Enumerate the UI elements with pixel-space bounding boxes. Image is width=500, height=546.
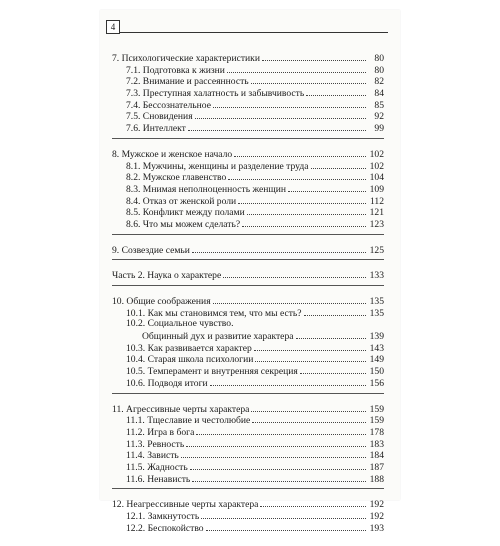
dot-leader bbox=[192, 473, 366, 482]
toc-page-number: 187 bbox=[369, 461, 384, 473]
toc-entry-title: 10.2. Социальное чувство. bbox=[126, 318, 234, 330]
toc-subsection-entry bbox=[112, 318, 384, 330]
dot-leader bbox=[252, 414, 366, 423]
dot-leader bbox=[223, 269, 366, 278]
dot-leader bbox=[300, 365, 366, 374]
toc-page-number: 139 bbox=[369, 331, 384, 343]
toc-subsection-entry bbox=[112, 426, 384, 438]
toc-entry-title: 7.2. Внимание и рассеянность bbox=[126, 76, 249, 88]
toc-page-number: 192 bbox=[369, 511, 384, 522]
toc-page-number: 80 bbox=[374, 53, 384, 64]
toc-subsection-entry bbox=[112, 414, 384, 426]
toc-section bbox=[112, 148, 384, 235]
toc-entry-title: 8.5. Конфликт между полами bbox=[126, 207, 245, 219]
dot-leader bbox=[304, 307, 366, 316]
dot-leader bbox=[206, 522, 366, 531]
toc-entry-title: 8.2. Мужское главенство bbox=[126, 172, 227, 184]
toc-page-number: 112 bbox=[369, 195, 384, 207]
toc-subsection-entry bbox=[112, 307, 384, 319]
toc-page-number: 184 bbox=[369, 450, 384, 462]
dot-leader bbox=[311, 160, 367, 169]
toc-entry-title: 10.1. Как мы становимся тем, что мы есть? bbox=[126, 307, 302, 319]
toc-entry-title: 11.1. Тщеславие и честолюбие bbox=[126, 415, 251, 427]
toc-page-number: 135 bbox=[369, 307, 384, 319]
toc-page-number: 143 bbox=[369, 342, 384, 354]
toc-entry-title: 7.3. Преступная халатность и забывчивость bbox=[126, 88, 305, 100]
toc-entry-title: 7.5. Сновидения bbox=[126, 111, 193, 123]
toc-page-number: 102 bbox=[369, 148, 384, 160]
toc-page-number: 99 bbox=[374, 123, 384, 135]
toc-entry-title: Часть 2. Наука о характере bbox=[112, 270, 222, 282]
toc-section bbox=[112, 52, 384, 139]
toc-section bbox=[112, 498, 384, 537]
toc-subsection-entry bbox=[112, 522, 384, 534]
toc-entry-title: 12.1. Замкнутость bbox=[126, 511, 200, 522]
toc-entry-title: 8.1. Мужчины, женщины и разделение труда bbox=[126, 160, 309, 172]
dot-leader bbox=[227, 64, 366, 73]
toc-section bbox=[112, 269, 384, 286]
toc-entry-title: 12.2. Беспокойство bbox=[126, 522, 204, 534]
dot-leader bbox=[234, 148, 366, 157]
dot-leader bbox=[190, 461, 366, 470]
toc-page-number: 150 bbox=[369, 366, 384, 378]
toc-page-number: 149 bbox=[369, 354, 384, 366]
toc-subsection-entry bbox=[112, 122, 384, 134]
toc-entry-title: 11.2. Игра в бога bbox=[126, 426, 195, 438]
toc-entry-title: 10. Общие соображения bbox=[112, 296, 211, 307]
toc-subsection-entry bbox=[112, 110, 384, 122]
toc-entry-title: 8. Мужское и женское начало bbox=[112, 148, 233, 160]
toc-page-number: 159 bbox=[369, 403, 384, 415]
toc-subsection-entry bbox=[112, 171, 384, 183]
toc-subsection-entry bbox=[112, 449, 384, 461]
toc-subsection-entry bbox=[112, 99, 384, 111]
dot-leader bbox=[213, 99, 366, 108]
book-page bbox=[100, 10, 400, 534]
toc-chapter-entry bbox=[112, 269, 384, 281]
toc-page-number: 92 bbox=[374, 111, 384, 123]
dot-leader bbox=[251, 403, 366, 412]
toc-page-number: 85 bbox=[374, 99, 384, 111]
toc-entry-title: 7.1. Подготовка к жизни bbox=[126, 64, 225, 76]
toc-page-number: 102 bbox=[369, 160, 384, 172]
toc-subsection-entry bbox=[112, 195, 384, 207]
toc-subsection-entry bbox=[112, 377, 384, 389]
toc-section bbox=[112, 403, 384, 490]
toc-entry-title: 12. Неагрессивные черты характера bbox=[112, 499, 259, 511]
toc-entry-title: 11.3. Ревность bbox=[126, 438, 185, 450]
toc-entry-title: 8.4. Отказ от женской роли bbox=[126, 195, 237, 207]
toc-entry-title: 7.6. Интеллект bbox=[126, 123, 186, 135]
toc-entry-title: 7. Психологические характеристики bbox=[112, 53, 260, 64]
toc-entry-title: 10.5. Темперамент и внутренняя секреция bbox=[126, 366, 298, 378]
toc-entry-title: 10.6. Подводя итоги bbox=[126, 377, 208, 389]
toc-page-number: 84 bbox=[374, 88, 384, 100]
toc-page-number: 183 bbox=[369, 438, 384, 450]
toc-page-number: 188 bbox=[369, 473, 384, 485]
toc-subsection-entry bbox=[112, 330, 384, 342]
toc-entry-title: Общинный дух и развитие характера bbox=[142, 331, 294, 343]
dot-leader bbox=[296, 330, 367, 339]
toc-page-number: 80 bbox=[374, 64, 384, 76]
dot-leader bbox=[210, 377, 366, 386]
toc-chapter-entry bbox=[112, 403, 384, 415]
toc-subsection-entry bbox=[112, 473, 384, 485]
toc-page-number: 135 bbox=[369, 296, 384, 307]
toc-subsection-entry bbox=[112, 218, 384, 230]
toc-chapter-entry bbox=[112, 498, 384, 510]
toc-page-number: 123 bbox=[369, 218, 384, 230]
header-rule bbox=[120, 32, 388, 33]
toc-entry-title: 11.5. Жадность bbox=[126, 461, 188, 473]
toc-entry-title: 11.6. Ненависть bbox=[126, 473, 191, 485]
dot-leader bbox=[186, 438, 366, 447]
dot-leader bbox=[238, 195, 366, 204]
dot-leader bbox=[213, 295, 366, 304]
toc-entry-title: 8.3. Мнимая неполноценность женщин bbox=[126, 183, 287, 195]
toc-page-number: 125 bbox=[369, 244, 384, 256]
dot-leader bbox=[188, 122, 366, 131]
dot-leader bbox=[196, 426, 366, 435]
dot-leader bbox=[251, 75, 366, 84]
dot-leader bbox=[262, 52, 366, 61]
dot-leader bbox=[255, 353, 366, 362]
dot-leader bbox=[242, 218, 366, 227]
toc-subsection-entry bbox=[112, 342, 384, 354]
toc-subsection-entry bbox=[112, 206, 384, 218]
dot-leader bbox=[181, 449, 366, 458]
toc-entry-title: 11.4. Зависть bbox=[126, 450, 179, 462]
toc-page-number: 159 bbox=[369, 415, 384, 427]
toc-subsection-entry bbox=[112, 365, 384, 377]
dot-leader bbox=[228, 171, 366, 180]
toc-section bbox=[112, 295, 384, 394]
toc-subsection-entry bbox=[112, 353, 384, 365]
toc-subsection-entry bbox=[112, 183, 384, 195]
toc-subsection-entry bbox=[112, 87, 384, 99]
toc-page-number: 104 bbox=[369, 172, 384, 184]
toc-section bbox=[112, 244, 384, 261]
page-header bbox=[106, 20, 388, 34]
toc-subsection-entry bbox=[112, 438, 384, 450]
dot-leader bbox=[247, 206, 366, 215]
toc-page-number: 133 bbox=[369, 270, 384, 282]
toc-page-number: 82 bbox=[374, 76, 384, 88]
dot-leader bbox=[192, 244, 366, 253]
toc-chapter-entry bbox=[112, 52, 384, 64]
toc-entry-title: 7.4. Бессознательное bbox=[126, 99, 211, 111]
toc-page-number: 121 bbox=[369, 207, 384, 219]
toc-subsection-entry bbox=[112, 75, 384, 87]
dot-leader bbox=[288, 183, 366, 192]
toc-page-number: 178 bbox=[369, 426, 384, 438]
toc-chapter-entry bbox=[112, 148, 384, 160]
dot-leader bbox=[201, 510, 366, 519]
dot-leader bbox=[254, 342, 366, 351]
toc-subsection-entry bbox=[112, 461, 384, 473]
toc-subsection-entry bbox=[112, 64, 384, 76]
dot-leader bbox=[306, 87, 366, 96]
page-number: 4 bbox=[106, 20, 120, 34]
dot-leader bbox=[195, 110, 366, 119]
toc-chapter-entry bbox=[112, 295, 384, 307]
toc-page-number: 193 bbox=[369, 522, 384, 534]
table-of-contents bbox=[112, 52, 384, 546]
toc-page-number: 192 bbox=[369, 499, 384, 511]
toc-entry-title: 10.3. Как развивается характер bbox=[126, 342, 252, 354]
toc-entry-title: 10.4. Старая школа психологии bbox=[126, 354, 254, 366]
toc-subsection-entry bbox=[112, 160, 384, 172]
toc-entry-title: 9. Созвездие семьи bbox=[112, 244, 190, 256]
toc-subsection-entry bbox=[112, 510, 384, 522]
toc-entry-title: 8.6. Что мы можем сделать? bbox=[126, 218, 241, 230]
toc-page-number: 156 bbox=[369, 377, 384, 389]
toc-entry-title: 11. Агрессивные черты характера bbox=[112, 403, 250, 415]
toc-page-number: 109 bbox=[369, 183, 384, 195]
toc-chapter-entry bbox=[112, 244, 384, 256]
